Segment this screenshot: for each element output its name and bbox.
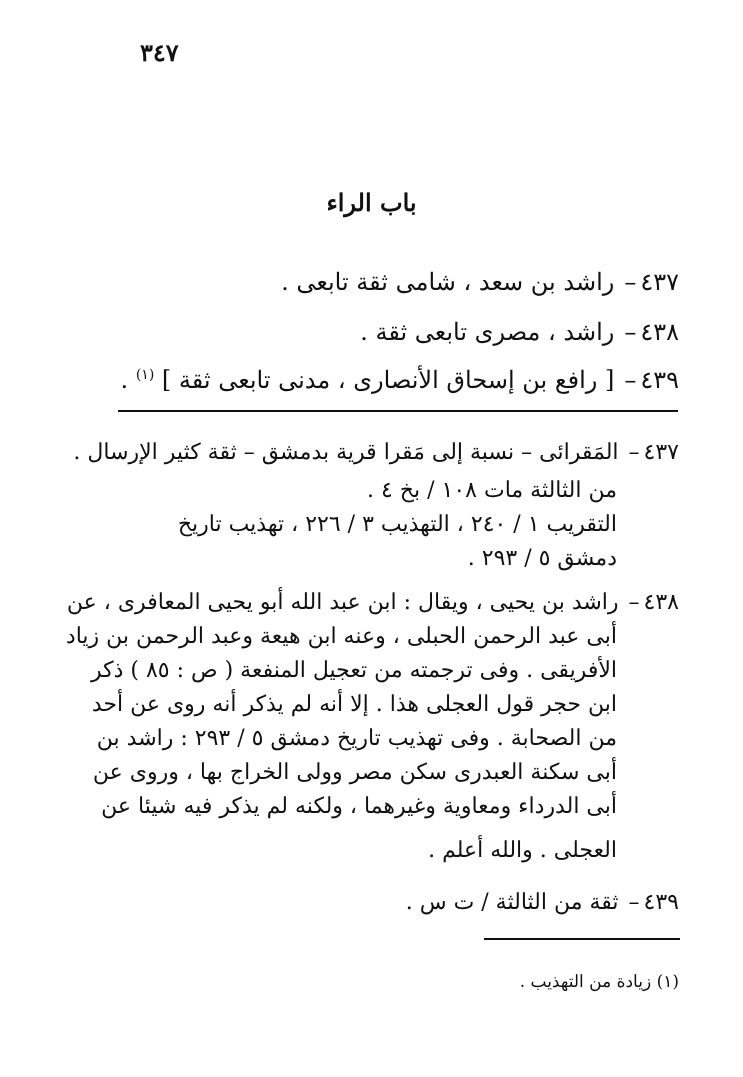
footnote-marker: (١)	[135, 367, 155, 383]
entry-text: [ رافع بن إسحاق الأنصارى ، مدنى تابعى ثقة ]	[161, 366, 615, 394]
note-437-line-4: دمشق ٥ / ٢٩٣ .	[467, 546, 617, 571]
footnote: (١) زيادة من التهذيب .	[519, 972, 679, 992]
note-438-line-6: أبى سكنة العبدرى سكن مصر وولى الخراج بها ، وروى عن	[92, 760, 617, 785]
entry-text: راشد ، مصرى تابعى ثقة .	[360, 318, 615, 346]
entry-number: ٤٣٨	[640, 318, 679, 346]
entry-number: ٤٣٧	[640, 268, 679, 296]
note-438-line-5: من الصحابة . وفى تهذيب تاريخ دمشق ٥ / ٢٩٣ : راشد بن	[96, 726, 617, 751]
entry-437: ٤٣٧–راشد بن سعد ، شامى ثقة تابعى .	[281, 268, 679, 296]
note-438-line-3: الأفريقى . وفى ترجمته من تعجيل المنفعة ( ص : ٨٥ ) ذكر	[90, 658, 617, 683]
footnote-divider	[484, 938, 680, 940]
note-number: ٤٣٨	[643, 590, 679, 615]
note-438-line-2: أبى عبد الرحمن الحبلى ، وعنه ابن هيعة وعبد الرحمن بن زياد	[65, 624, 617, 649]
note-number: ٤٣٩	[643, 890, 679, 915]
entry-number: ٤٣٩	[640, 366, 679, 394]
note-437-line-3: التقريب ١ / ٢٤٠ ، التهذيب ٣ / ٢٢٦ ، تهذيب تاريخ	[177, 512, 617, 537]
note-437-line-2: من الثالثة مات ١٠٨ / بخ ٤ .	[366, 478, 617, 503]
note-437-line-1: ٤٣٧–المَقرائى – نسبة إلى مَقرا قرية بدمشق – ثقة كثير الإرسال .	[73, 440, 679, 465]
note-438-line-1: ٤٣٨–راشد بن يحيى ، ويقال : ابن عبد الله أبو يحيى المعافرى ، عن	[66, 590, 679, 615]
entry-438: ٤٣٨–راشد ، مصرى تابعى ثقة .	[360, 318, 679, 346]
page-number: ٣٤٧	[140, 38, 179, 67]
note-438-line-8: العجلى . والله أعلم .	[428, 838, 617, 863]
note-438-line-4: ابن حجر قول العجلى هذا . إلا أنه لم يذكر أنه روى عن أحد	[91, 692, 617, 717]
note-439-line-1: ٤٣٩–ثقة من الثالثة / ت س .	[405, 890, 679, 915]
chapter-title: باب الراء	[326, 188, 417, 217]
entry-439: ٤٣٩–[ رافع بن إسحاق الأنصارى ، مدنى تابعى ثقة ] $^{(١)}$ .	[120, 366, 679, 394]
entry-text: راشد بن سعد ، شامى ثقة تابعى .	[281, 268, 615, 296]
note-438-line-7: أبى الدرداء ومعاوية وغيرهما ، ولكنه لم يذكر فيه شيئا عن	[101, 794, 617, 819]
section-divider	[118, 410, 678, 412]
note-number: ٤٣٧	[643, 440, 679, 465]
entry-tail: .	[120, 366, 129, 394]
